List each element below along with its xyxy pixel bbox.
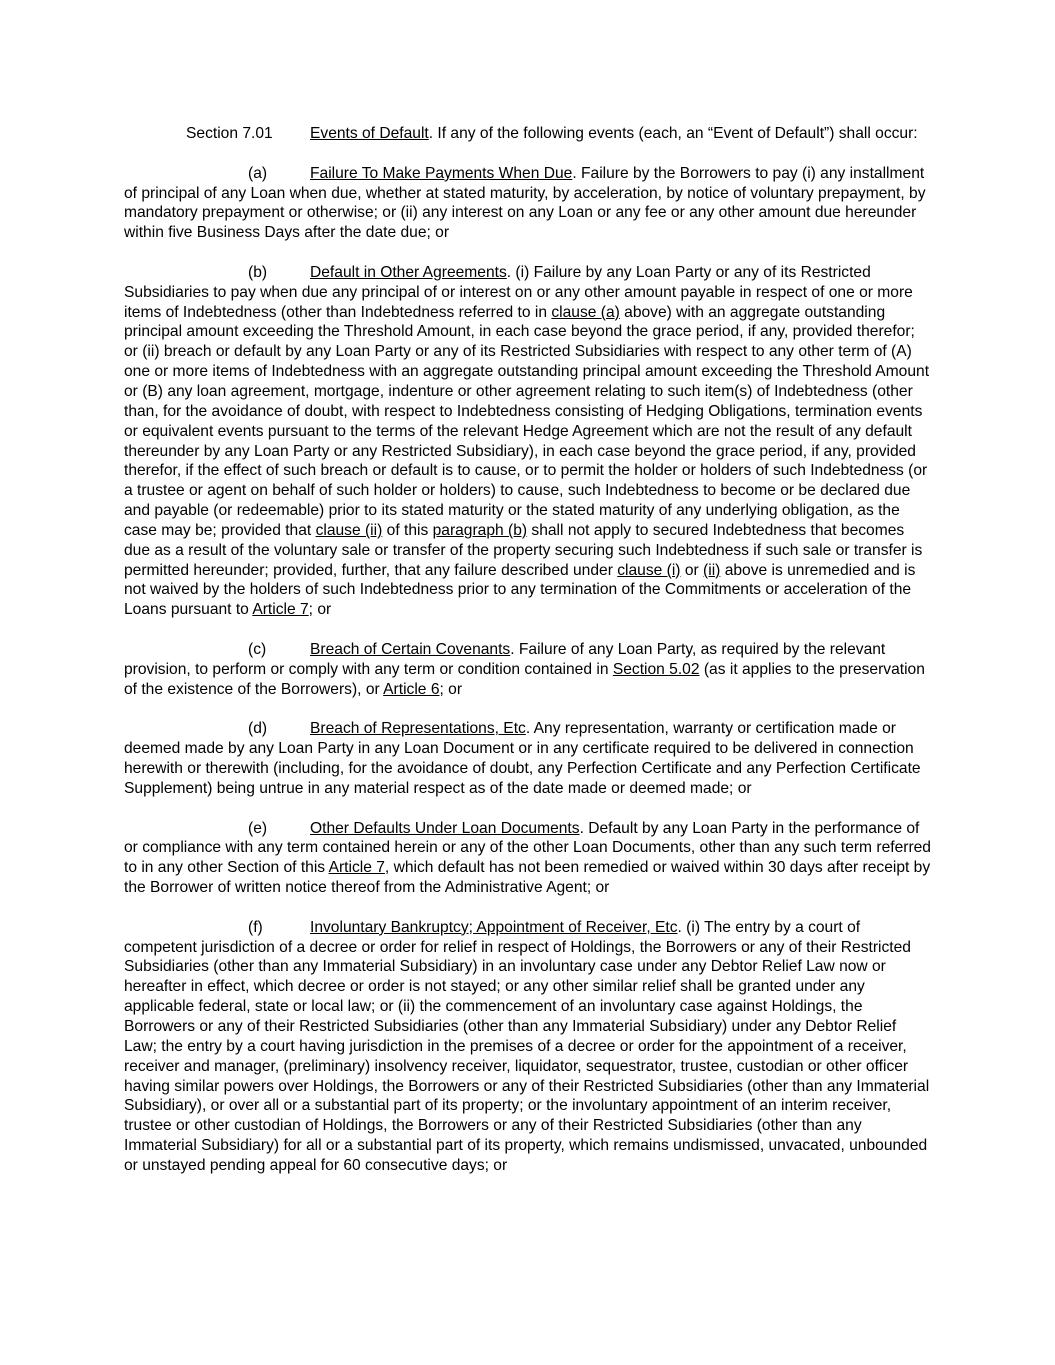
item-b-ref-ii[interactable]: (ii) <box>703 561 721 579</box>
item-b-text-2: above) with an aggregate outstanding principal amount exceeding the Threshold Amount, in each case beyond the grace period, if any, provided therefor; or (ii) breach or default by any Loan Party or any of its Restricted Subsidiaries with respect to any other term of (A) one or more items of Indebtedness with an aggregate outstanding principal amount exceeding the Threshold Amount or (B) any loan agreement, mortgage, indenture or other agreement relating to such item(s) of Indebtedness (other than, for the avoidance of doubt, with respect to Indebtedness consisting of Hedging Obligations, termination events or equivalent events pursuant to the terms of the relevant Hedge Agreement which are not the result of any default thereunder by any Loan Party or any Restricted Subsidiary), in each case beyond the grace period, if any, provided therefor, if the effect of such breach or default is to cause, or to permit the holder or holders of such Indebtedness (or a trustee or agent on behalf of such holder or holders) to cause, such Indebtedness to become or be declared due and payable (or redeemable) prior to its stated maturity or the stated maturity of any underlying obligation, as the case may be; provided that <box>124 303 930 539</box>
item-a-heading: Failure To Make Payments When Due <box>310 164 573 182</box>
item-c-ref-section-5-02[interactable]: Section 5.02 <box>612 660 700 678</box>
item-e-ref-article-7[interactable]: Article 7 <box>328 859 385 877</box>
item-b-text-3: of this <box>382 521 433 539</box>
item-e-text-1: . Default by any Loan Party in the performance of or compliance with any term contained herein or any of the other Loan Documents, other than any such term referred to in any other Section of this <box>124 819 931 877</box>
item-a-label: (a) <box>248 164 268 182</box>
item-a-text: . Failure by the Borrowers to pay (i) any installment of principal of any Loan when due, whether at stated maturity, by acceleration, by notice of voluntary prepayment, by mandatory prepayment or otherwise; or (ii) any interest on any Loan or any fee or any other amount due hereunder within five Business Days after the date due; or <box>124 164 926 242</box>
item-e-label: (e) <box>248 819 268 837</box>
item-c-text-2: (as it applies to the preservation of the existence of the Borrowers), or <box>124 660 925 698</box>
item-a-paragraph <box>124 164 932 243</box>
item-c-ref-article-6[interactable]: Article 6 <box>383 680 440 698</box>
item-c-label: (c) <box>248 640 267 658</box>
item-f-heading: Involuntary Bankruptcy; Appointment of Receiver, Etc <box>310 918 678 936</box>
item-b-paragraph <box>124 263 932 620</box>
item-c-heading: Breach of Certain Covenants <box>310 640 511 658</box>
item-b-text-4: shall not apply to secured Indebtedness that becomes due as a result of the voluntary sale or transfer of the property securing such Indebtedness if such sale or transfer is permitted hereunder; provided, further, that any failure described under <box>124 521 923 579</box>
item-b-text-6: above is unremedied and is not waived by the holders of such Indebtedness prior to any termination of the Commitments or acceleration of the Loans pursuant to <box>124 561 916 619</box>
item-f-text: . (i) The entry by a court of competent jurisdiction of a decree or order for relief in respect of Holdings, the Borrowers or any of their Restricted Subsidiaries (other than any Immaterial Subsidiary) in an involuntary case under any Debtor Relief Law now or hereafter in effect, which decree or order is not stayed; or any other similar relief shall be granted under any applicable federal, state or local law; or (ii) the commencement of an involuntary case against Holdings, the Borrowers or any of their Restricted Subsidiaries (other than any Immaterial Subsidiary) under any Debtor Relief Law; the entry by a court having jurisdiction in the premises of a decree or order for the appointment of a receiver, receiver and manager, (preliminary) insolvency receiver, liquidator, sequestrator, trustee, custodian or other officer having similar powers over Holdings, the Borrowers or any of their Restricted Subsidiaries (other than any Immaterial Subsidiary), or over all or a substantial part of its property; or the involuntary appointment of an interim receiver, trustee or other custodian of Holdings, the Borrowers or any of their Restricted Subsidiaries (other than any Immaterial Subsidiary) for all or a substantial part of its property, which remains undismissed, unvacated, unbounded or unstayed pending appeal for 60 consecutive days; or <box>124 918 930 1174</box>
item-b-ref-article-7[interactable]: Article 7 <box>252 601 309 619</box>
item-b-ref-clause-ii[interactable]: clause (ii) <box>315 521 383 539</box>
item-d-label: (d) <box>248 720 268 738</box>
item-b-ref-clause-i[interactable]: clause (i) <box>617 561 681 579</box>
item-b-ref-paragraph-b[interactable]: paragraph (b) <box>432 521 528 539</box>
section-heading: Events of Default <box>310 125 429 142</box>
item-b-ref-clause-a[interactable]: clause (a) <box>551 303 620 321</box>
item-b-text-1: . (i) Failure by any Loan Party or any of its Restricted Subsidiaries to pay when due any principal of or interest on or any other amount payable in respect of one or more items of Indebtedness (other than Indebtedness referred to in <box>124 263 913 321</box>
item-b-text-5: or <box>680 561 704 579</box>
section-7-01-paragraph <box>124 124 932 144</box>
item-b-text-7: ; or <box>308 601 332 619</box>
item-d-paragraph <box>124 719 932 798</box>
section-intro: . If any of the following events (each, an “Event of Default”) shall occur: <box>428 125 918 142</box>
item-f-paragraph <box>124 918 932 1176</box>
item-c-text-1: . Failure of any Loan Party, as required by the relevant provision, to perform or comply with any term or condition contained in <box>124 640 886 678</box>
item-d-text: . Any representation, warranty or certification made or deemed made by any Loan Party in any Loan Document or in any certificate required to be delivered in connection herewith or therewith (including, for the avoidance of doubt, any Perfection Certificate and any Perfection Certificate Supplement) being untrue in any material respect as of the date made or deemed made; or <box>124 720 921 797</box>
item-b-label: (b) <box>248 263 268 281</box>
item-e-heading: Other Defaults Under Loan Documents <box>310 819 580 837</box>
item-c-paragraph <box>124 640 932 700</box>
document-page <box>124 124 932 1196</box>
item-c-text-3: ; or <box>439 680 463 698</box>
section-number: Section 7.01 <box>186 125 273 142</box>
item-b-heading: Default in Other Agreements <box>310 263 507 281</box>
item-d-heading: Breach of Representations, Etc <box>310 720 526 738</box>
item-e-text-2: , which default has not been remedied or waived within 30 days after receipt by the Borrower of written notice thereof from the Administrative Agent; or <box>124 859 931 897</box>
item-f-label: (f) <box>248 918 263 936</box>
item-e-paragraph <box>124 819 932 898</box>
